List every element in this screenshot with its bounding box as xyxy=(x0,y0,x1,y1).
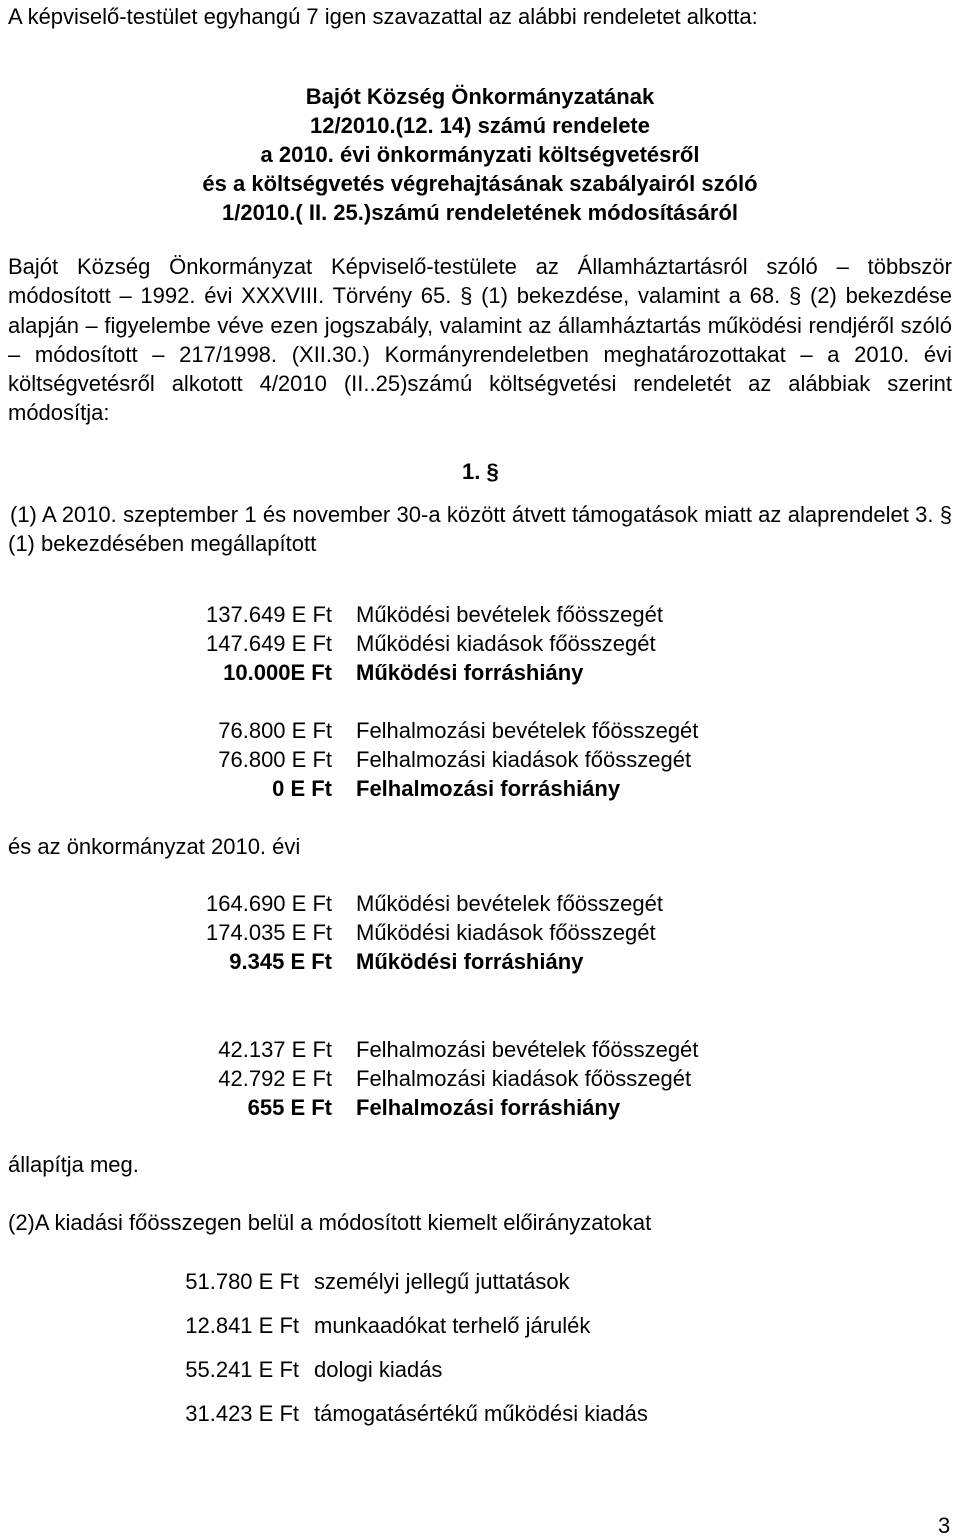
table-2-amount: 174.035 E Ft xyxy=(206,920,332,945)
table-1-amount: 10.000E Ft xyxy=(223,660,332,685)
table-3-label: személyi jellegű juttatások xyxy=(314,1269,570,1294)
table-2-amount: 164.690 E Ft xyxy=(206,891,332,916)
table-1-label: Működési kiadások főösszegét xyxy=(356,631,656,656)
table-3-amount: 55.241 E Ft xyxy=(185,1357,299,1382)
title-line-4: és a költségvetés végrehajtásának szabályairól szóló xyxy=(202,171,758,196)
title-line-2: 12/2010.(12. 14) számú rendelete xyxy=(310,113,650,138)
table-2-label: Működési bevételek főösszegét xyxy=(356,891,663,916)
preamble-paragraph: Bajót Község Önkormányzat Képviselő-testülete az Államháztartásról szóló – többször módosított – 1992. évi XXXVIII. Törvény 65. § (1) bekezdése, valamint a 68. § (2) bekezdése alapján – figyelembe véve ezen jogszabály, valamint az államháztartás működési rendjéről szóló – módosított – 217/1998. (XII.30.) Kormányrendeletben meghatározottakat – a 2010. évi költségvetésről alkotott 4/2010 (II..25)számú költségvetési rendeletét az alábbiak szerint módosítja: xyxy=(8,254,952,426)
table-2-label: Felhalmozási bevételek főösszegét xyxy=(356,1037,699,1062)
table-2-amount: 42.137 E Ft xyxy=(218,1037,332,1062)
title-line-1: Bajót Község Önkormányzatának xyxy=(305,84,655,109)
intro-text: A képviselő-testület egyhangú 7 igen szavazattal az alábbi rendeletet alkotta: xyxy=(8,4,758,29)
table-1-amount: 76.800 E Ft xyxy=(218,718,332,743)
table-2-amount: 42.792 E Ft xyxy=(218,1066,332,1091)
table-2-amount: 9.345 E Ft xyxy=(229,949,332,974)
table-2-label: Működési forráshiány xyxy=(356,949,584,974)
closing-text: állapítja meg. xyxy=(8,1152,139,1177)
table-3-amount: 31.423 E Ft xyxy=(185,1401,299,1426)
page-number: 3 xyxy=(938,1513,951,1538)
section-paragraph-1: (1) A 2010. szeptember 1 és november 30-a között átvett támogatások miatt az alaprendelet 3. § (1) bekezdésében megállapított xyxy=(8,502,952,557)
section-number: 1. § xyxy=(462,459,499,484)
table-1-amount: 137.649 E Ft xyxy=(206,602,332,627)
table-1-label: Felhalmozási bevételek főösszegét xyxy=(356,718,699,743)
table-1-amount: 0 E Ft xyxy=(272,776,332,801)
table-3-label: támogatásértékű működési kiadás xyxy=(314,1401,648,1426)
table-3-label: munkaadókat terhelő járulék xyxy=(314,1313,591,1338)
table-2-label: Felhalmozási kiadások főösszegét xyxy=(356,1066,692,1091)
table-3-amount: 51.780 E Ft xyxy=(185,1269,299,1294)
table-2-label: Felhalmozási forráshiány xyxy=(356,1095,621,1120)
table-1-label: Működési forráshiány xyxy=(356,660,584,685)
table-3-amount: 12.841 E Ft xyxy=(185,1313,299,1338)
connector-text: és az önkormányzat 2010. évi xyxy=(8,834,301,859)
table-1-amount: 147.649 E Ft xyxy=(206,631,332,656)
section-paragraph-2: (2)A kiadási főösszegen belül a módosított kiemelt előirányzatokat xyxy=(8,1210,652,1235)
table-2-amount: 655 E Ft xyxy=(247,1095,332,1120)
title-line-3: a 2010. évi önkormányzati költségvetésről xyxy=(260,142,700,167)
table-1-label: Felhalmozási forráshiány xyxy=(356,776,621,801)
table-1-amount: 76.800 E Ft xyxy=(218,747,332,772)
table-2-label: Működési kiadások főösszegét xyxy=(356,920,656,945)
table-1-label: Működési bevételek főösszegét xyxy=(356,602,663,627)
table-3-label: dologi kiadás xyxy=(314,1357,443,1382)
title-line-5: 1/2010.( II. 25.)számú rendeletének módosításáról xyxy=(222,200,738,225)
table-1-label: Felhalmozási kiadások főösszegét xyxy=(356,747,692,772)
